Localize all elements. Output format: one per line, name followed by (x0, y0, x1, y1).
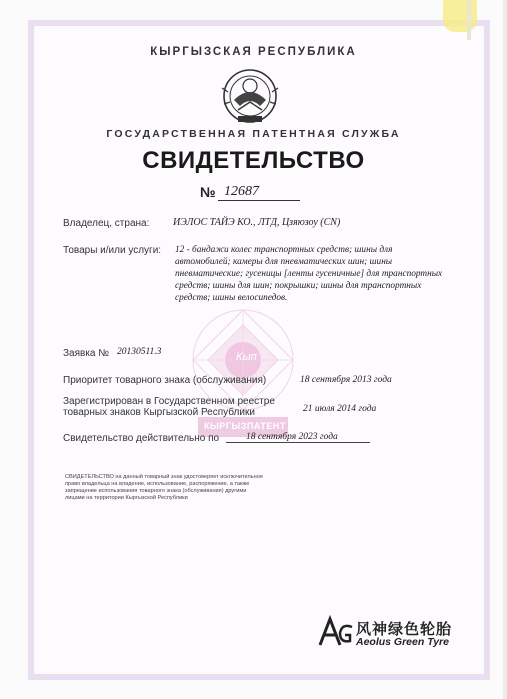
priority-label: Приоритет товарного знака (обслуживания) (63, 375, 267, 386)
valid-label: Свидетельство действительно по (63, 433, 220, 444)
tape-strip (443, 0, 477, 32)
watermark-text: КЫРГЫЗПАТЕНТ (204, 421, 286, 431)
number-label: № (200, 184, 216, 200)
watermark-inner: Кып (236, 351, 257, 363)
service-name: ГОСУДАРСТВЕННАЯ ПАТЕНТНАЯ СЛУЖБА (106, 128, 401, 140)
brand-chinese-name: 风神绿色轮胎 (356, 621, 453, 638)
valid-value: 18 сентября 2023 года (226, 432, 370, 443)
country-name: КЫРГЫЗСКАЯ РЕСПУБЛИКА (150, 46, 357, 58)
scan-edge (503, 0, 507, 699)
owner-label: Владелец, страна: (63, 218, 150, 229)
application-label: Заявка № (63, 348, 109, 359)
goods-value: 12 - бандажи колес транспортных средств; шины для автомобилей; камеры для пневматических шин; шины пневматические; гусеницы [ленты гусеничные] для транспортных средств; шины для шин; покрышки; шины для транспортных средств; шины велосипедов. (175, 245, 443, 303)
certificate-title: СВИДЕТЕЛЬСТВО (142, 147, 365, 174)
certificate-number: 12687 (218, 184, 300, 201)
registered-label-line2: товарных знаков Кыргызской Республики (63, 407, 255, 418)
state-emblem-icon (218, 66, 282, 128)
brand-english-name: Aeolus Green Tyre (356, 636, 449, 648)
footnote-text: СВИДЕТЕЛЬСТВО на данный товарный знак удостоверяет исключительное право владельца на владение, использование, распоряжение, а также запрещение использования товарного знака (обслуживания) другими лицами на территории Кыргызской Республики (65, 474, 263, 501)
aeolus-logo-icon (318, 615, 356, 649)
goods-label: Товары и/или услуги: (63, 245, 162, 256)
registered-label-line1: Зарегистрирован в Государственном реестре (63, 396, 275, 407)
tape-edge (467, 0, 471, 40)
registered-value: 21 июля 2014 года (303, 404, 377, 414)
owner-value: ИЭЛОС ТАЙЭ КО., ЛТД, Цзяюзоу (CN) (173, 217, 341, 228)
application-value: 20130511.3 (117, 347, 162, 357)
priority-value: 18 сентября 2013 года (300, 375, 392, 385)
